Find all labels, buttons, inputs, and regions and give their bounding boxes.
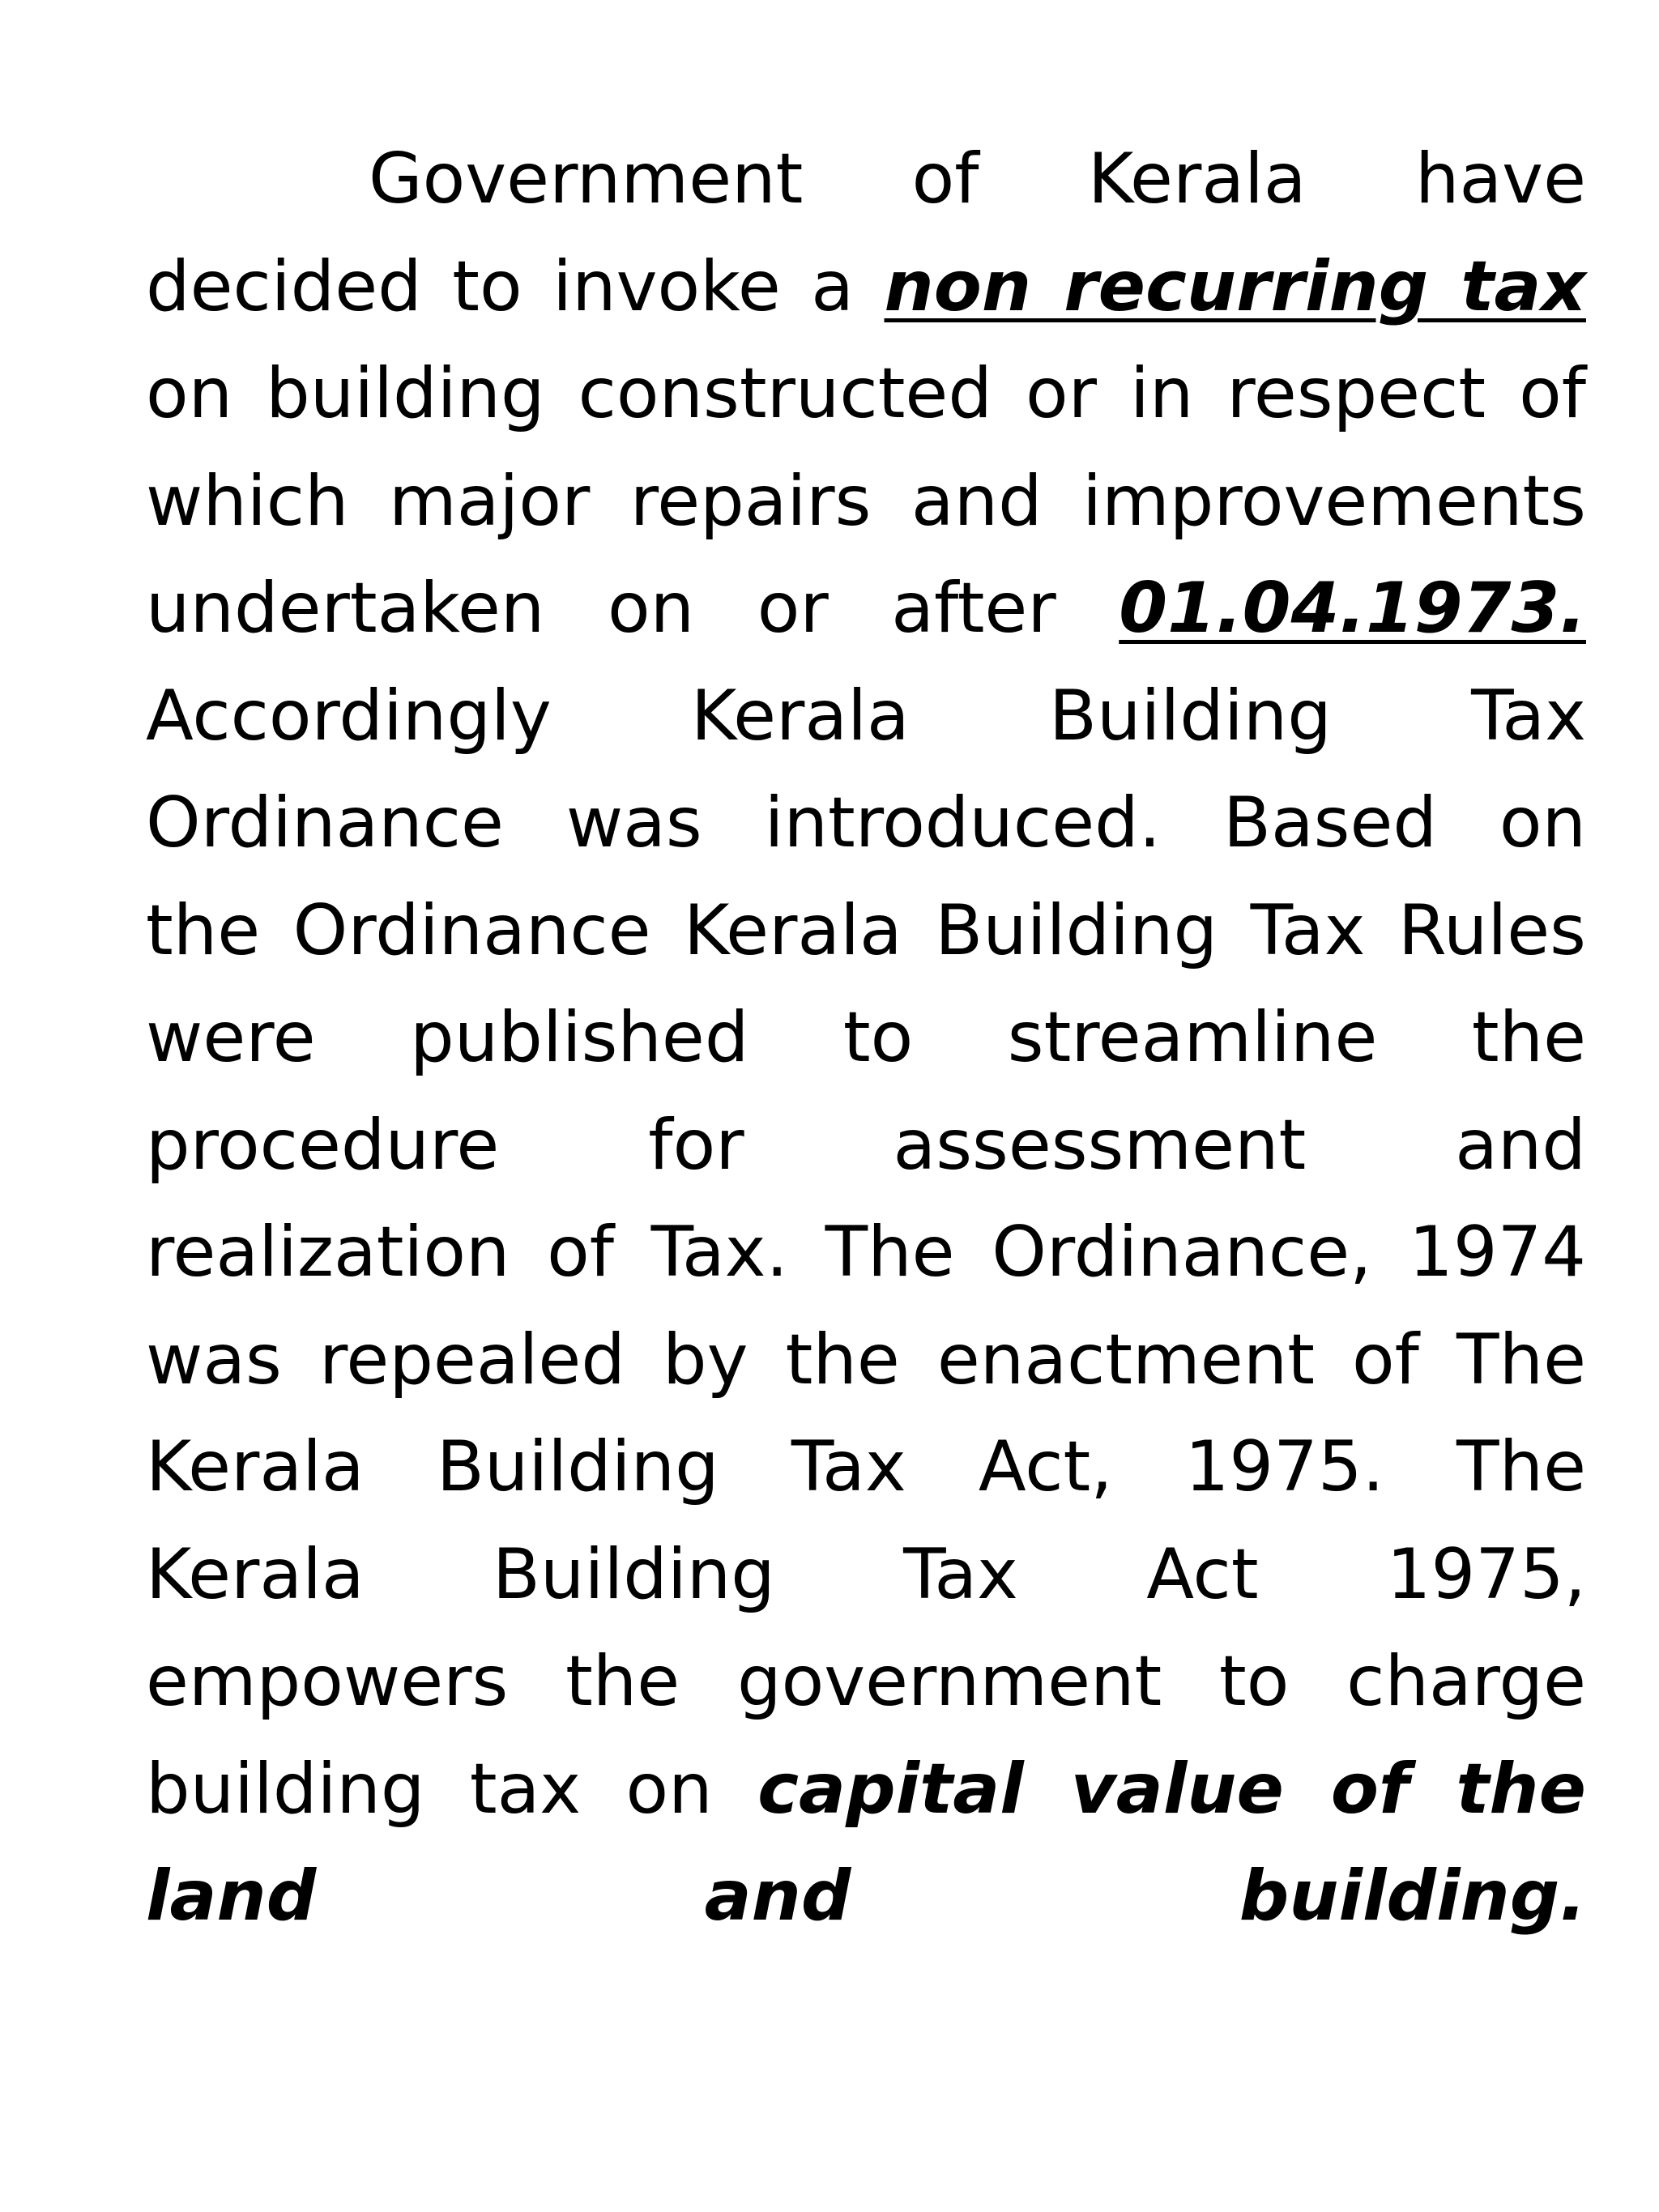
text-line bbox=[146, 984, 1586, 1092]
text-line bbox=[146, 663, 1586, 770]
text-run: which major repairs and improvements bbox=[146, 460, 1586, 542]
body-paragraph bbox=[146, 126, 1586, 1950]
text-line bbox=[146, 448, 1586, 556]
emphasized-date: 01.04.1973. bbox=[1119, 568, 1586, 649]
text-line bbox=[146, 340, 1586, 448]
text-run: Kerala Building Tax Act 1975, bbox=[146, 1533, 1586, 1615]
text-line bbox=[146, 1628, 1586, 1736]
text-line bbox=[146, 126, 1586, 233]
text-line bbox=[146, 1521, 1586, 1629]
emphasized-phrase: land and building. bbox=[146, 1856, 1586, 1937]
text-run: undertaken on or after bbox=[146, 568, 1120, 649]
text-run: Ordinance was introduced. Based on bbox=[146, 782, 1586, 863]
text-run: Kerala Building Tax Act, 1975. The bbox=[146, 1426, 1586, 1507]
text-line bbox=[146, 1843, 1586, 1950]
text-run: on building constructed or in respect of bbox=[146, 353, 1586, 434]
text-line bbox=[146, 877, 1586, 985]
emphasized-term: non recurring tax bbox=[884, 245, 1586, 327]
text-run: empowers the government to charge bbox=[146, 1641, 1586, 1722]
text-run: was repealed by the enactment of The bbox=[146, 1319, 1586, 1400]
text-line bbox=[146, 769, 1586, 877]
text-line bbox=[146, 1092, 1586, 1200]
text-line bbox=[146, 1736, 1586, 1843]
text-run: building tax on bbox=[146, 1748, 758, 1830]
text-run: the Ordinance Kerala Building Tax Rules bbox=[146, 889, 1586, 971]
text-line bbox=[146, 1306, 1586, 1414]
text-run: procedure for assessment and bbox=[146, 1104, 1586, 1186]
text-line bbox=[146, 1199, 1586, 1306]
text-line bbox=[146, 233, 1586, 341]
text-line bbox=[146, 555, 1586, 663]
text-run: Accordingly Kerala Building Tax bbox=[146, 675, 1586, 757]
text-run: Government of Kerala have bbox=[369, 139, 1586, 219]
text-run: were published to streamline the bbox=[146, 997, 1586, 1078]
emphasized-phrase: capital value of the bbox=[757, 1748, 1586, 1830]
text-run: decided to invoke a bbox=[146, 245, 885, 327]
text-run: realization of Tax. The Ordinance, 1974 bbox=[146, 1212, 1586, 1293]
text-line bbox=[146, 1413, 1586, 1521]
